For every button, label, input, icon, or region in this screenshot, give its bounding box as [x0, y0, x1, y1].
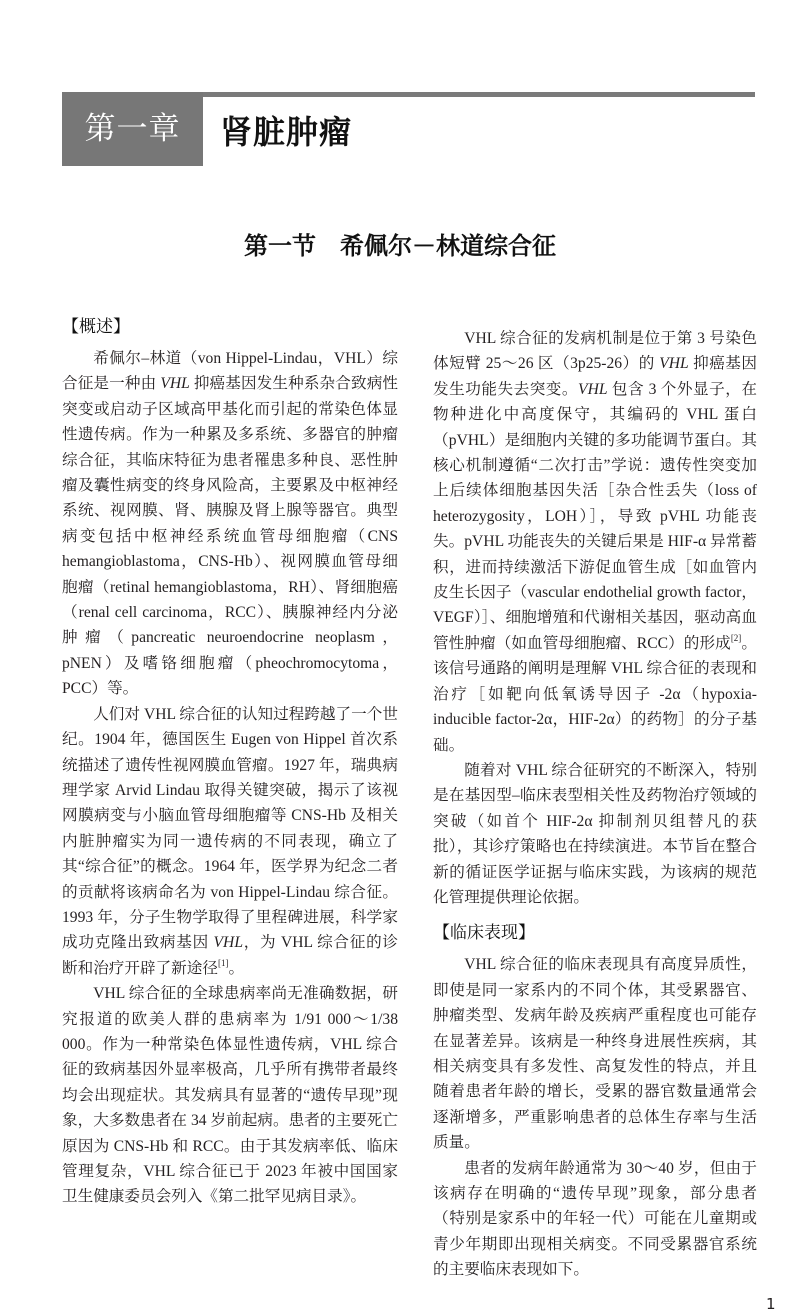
- right-column: [433, 326, 757, 1283]
- section-name: 希佩尔－林道综合征: [340, 232, 556, 260]
- paragraph: [62, 346, 398, 702]
- gene-name: VHL: [659, 355, 689, 373]
- paragraph: [433, 952, 757, 1155]
- gene-name: VHL: [160, 375, 190, 393]
- paragraph: [433, 758, 757, 910]
- text-run: 抑癌基因发生功能失去突变。: [433, 355, 757, 398]
- heading-overview: 【概述】: [62, 317, 130, 337]
- text-run: VHL 综合征的临床表现具有高度异质性，即使是同一家系内的不同个体，其受累器官、肿瘤类型、发病年龄及疾病严重程度也可能存在显著差异。该病是一种终身进展性疾病，其相关病变具有多发性、高复发性的特点，并且随着患者年龄的增长，受累的器官数量通常会逐渐增多，严重影响患者的总体生存率与生活质量。: [433, 956, 757, 1152]
- text-run: 抑癌基因发生种系杂合致病性突变或启动子区域高甲基化而引起的常染色体显性遗传病。作为一种累及多系统、多器官的肿瘤综合征，其临床特征为患者罹患多种良、恶性肿瘤及囊性病变的终身风险高，主要累及中枢神经系统、视网膜、肾、胰腺及肾上腺等器官。典型病变包括中枢神经系统血管母细胞瘤（CNS hemangioblastoma，CNS-Hb）、视网膜血管母细胞瘤（retinal hemangioblastoma，RH）、肾细胞癌（renal cell carcinoma，RCC）、胰腺神经内分泌肿瘤（pancreatic neuroendocrine neoplasm，pNEN）及嗜铬细胞瘤（pheochromocytoma，PCC）等。: [62, 375, 398, 698]
- paragraph: [433, 326, 757, 758]
- paragraph: [433, 1156, 757, 1283]
- text-run: ，为 VHL 综合征的诊断和治疗开辟了新途径: [62, 934, 398, 977]
- citation: [2]: [730, 632, 742, 643]
- paragraph: [62, 702, 398, 981]
- text-run: 希佩尔–林道（von Hippel-Lindau，VHL）综合征是一种由: [62, 350, 398, 393]
- clinical-paragraphs: [433, 952, 757, 1282]
- text-run: 人们对 VHL 综合征的认知过程跨越了一个世纪。1904 年，德国医生 Eugen von Hippel 首次系统描述了遗传性视网膜血管瘤。1927 年，瑞典病理学家 Arvid Lindau 取得关键突破，揭示了该视网膜病变与小脑血管母细胞瘤等 CNS-Hb 及相关内脏肿瘤实为同一遗传病的不同表现，确立了其“综合征”的概念。1964 年，医学界为纪念二者的贡献将该病命名为 von Hippel-Lindau 综合征。1993 年，分子生物学取得了里程碑进展，科学家成功克隆出致病基因: [62, 705, 398, 952]
- citation: [1]: [217, 957, 229, 968]
- gene-name: VHL: [578, 380, 608, 398]
- text-run: 。该信号通路的阐明是理解 VHL 综合征的表现和治疗［如靶向低氧诱导因子 -2α（hypoxia-inducible factor-2α，HIF-2α）的药物］的分子基础。: [433, 634, 757, 754]
- text-run: VHL 综合征的全球患病率尚无准确数据，研究报道的欧美人群的患病率为 1/91 000～1/38 000。作为一种常染色体显性遗传病，VHL 综合征的致病基因外显率极高，几乎所有携带者最终均会出现症状。其发病具有显著的“遗传早现”现象，大多数患者在 34 岁前起病。患者的主要死亡原因为 CNS-Hb 和 RCC。由于其发病率低、临床管理复杂，VHL 综合征已于 2023 年被中国国家卫生健康委员会列入《第二批罕见病目录》。: [62, 985, 398, 1206]
- page-number: 1: [766, 1295, 776, 1313]
- paragraph: [62, 981, 398, 1210]
- text-run: 。: [228, 959, 245, 977]
- heading-clinical: 【临床表现】: [433, 923, 535, 944]
- text-run: 包含 3 个外显子，在物种进化中高度保守，其编码的 VHL 蛋白（pVHL）是细胞内关键的多功能调节蛋白。其核心机制遵循“二次打击”学说：遗传性突变加上后续体细胞基因失活［杂合性丢失（loss of heterozygosity，LOH）］，导致 pVHL 功能丧失。pVHL 功能丧失的关键后果是 HIF-α 异常蓄积，进而持续激活下游促血管生成［如血管内皮生长因子（vascular endothelial growth factor，VEGF）］、细胞增殖和代谢相关基因，驱动高血管性肿瘤（如血管母细胞瘤、RCC）的形成: [433, 380, 757, 652]
- section-title: [0, 226, 800, 261]
- chapter-title: 肾脏肿瘤: [220, 114, 353, 150]
- text-run: 患者的发病年龄通常为 30～40 岁，但由于该病存在明确的“遗传早现”现象，部分患者（特别是家系中的年轻一代）可能在儿童期或青少年期即出现相关病变。不同受累器官系统的主要临床表现如下。: [433, 1159, 757, 1279]
- chapter-label: 第一章: [62, 92, 203, 166]
- section-label: 第一节: [244, 232, 316, 260]
- text-run: VHL 综合征的发病机制是位于第 3 号染色体短臂 25～26 区（3p25-26）的: [433, 330, 757, 373]
- gene-name: VHL: [213, 934, 243, 952]
- left-column: [62, 312, 398, 1210]
- text-run: 随着对 VHL 综合征研究的不断深入，特别是在基因型–临床表型相关性及药物治疗领域的突破（如首个 HIF-2α 抑制剂贝组替凡的获批），其诊疗策略也在持续演进。本节旨在整合新的循证医学证据与临床实践，为该病的规范化管理提供理论依据。: [433, 761, 757, 906]
- mechanism-paragraphs: [433, 326, 757, 910]
- overview-paragraphs: [62, 346, 398, 1210]
